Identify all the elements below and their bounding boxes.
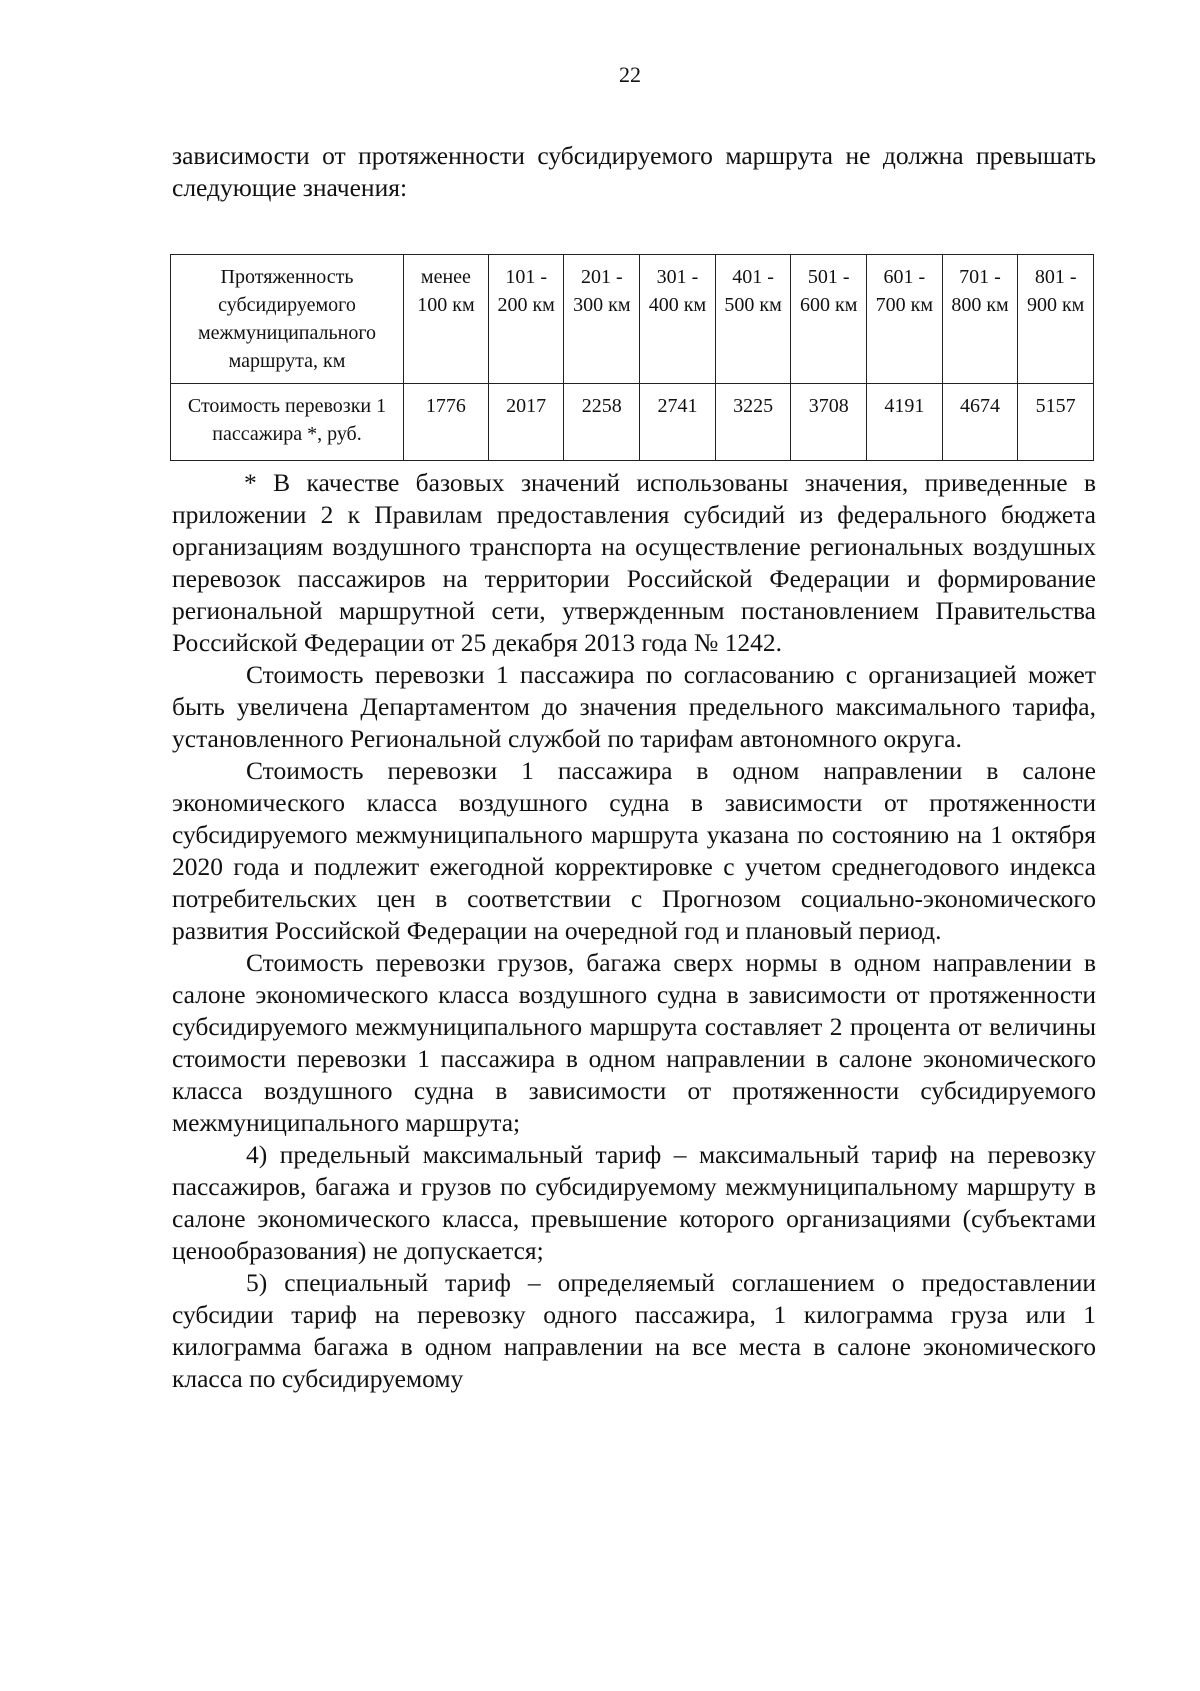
table-cost-cell: 1776 xyxy=(404,384,489,461)
table-cost-cell: 3708 xyxy=(791,384,867,461)
table-header-row xyxy=(171,255,1094,384)
document-body xyxy=(172,140,1096,1395)
page-number: 22 xyxy=(619,62,641,87)
body-paragraph: Стоимость перевозки грузов, багажа сверх нормы в одном направлении в салоне экономического класса воздушного судна в зависимости от протяженности субсидируемого межмуниципального маршрута составляет 2 процента от величины стоимости перевозки 1 пассажира в одном направлении в салоне экономического класса воздушного судна в зависимости от протяженности субсидируемого межмуниципального маршрута; xyxy=(172,948,1096,1137)
table-header-label: Протяженность субсидируемого межмуниципального маршрута, км xyxy=(171,255,404,384)
body-paragraph: 4) предельный максимальный тариф – максимальный тариф на перевозку пассажиров, багажа и грузов по субсидируемому межмуниципальному маршруту в салоне экономического класса, превышение которого организациями (субъектами ценообразования) не допускается; xyxy=(172,1140,1096,1265)
table-range-cell: менее 100 км xyxy=(404,255,489,384)
body-paragraph: Стоимость перевозки 1 пассажира по согласованию с организацией может быть увеличена Департаментом до значения предельного максимального тарифа, установленного Региональной службой по тарифам автономного округа. xyxy=(172,660,1096,753)
table-range-cell: 301 - 400 км xyxy=(640,255,716,384)
table-row xyxy=(171,384,1094,461)
body-paragraph: Стоимость перевозки 1 пассажира в одном направлении в салоне экономического класса воздушного судна в зависимости от протяженности субсидируемого межмуниципального маршрута указана по состоянию на 1 октября 2020 года и подлежит ежегодной корректировке с учетом среднегодового индекса потребительских цен в соответствии с Прогнозом социально-экономического развития Российской Федерации на очередной год и плановый период. xyxy=(172,756,1096,945)
table-cost-cell: 3225 xyxy=(715,384,791,461)
intro-paragraph: зависимости от протяженности субсидируемого маршрута не должна превышать следующие значения: xyxy=(172,141,1096,202)
table-cost-cell: 4191 xyxy=(867,384,943,461)
table-range-cell: 201 - 300 км xyxy=(564,255,640,384)
table-range-cell: 701 - 800 км xyxy=(942,255,1018,384)
table-cost-cell: 4674 xyxy=(942,384,1018,461)
table-range-cell: 101 - 200 км xyxy=(488,255,564,384)
table-range-cell: 801 - 900 км xyxy=(1018,255,1094,384)
tariff-table xyxy=(170,254,1094,461)
table-cost-cell: 2258 xyxy=(564,384,640,461)
body-paragraph: 5) специальный тариф – определяемый соглашением о предоставлении субсидии тариф на перевозку одного пассажира, 1 килограмма груза или 1 килограмма багажа в одном направлении на все места в салоне экономического класса по субсидируемому xyxy=(172,1268,1096,1393)
table-cost-cell: 5157 xyxy=(1018,384,1094,461)
table-range-cell: 501 - 600 км xyxy=(791,255,867,384)
table-cost-cell: 2741 xyxy=(640,384,716,461)
table-range-cell: 401 - 500 км xyxy=(715,255,791,384)
footnote-paragraph: * В качестве базовых значений использованы значения, приведенные в приложении 2 к Правилам предоставления субсидий из федерального бюджета организациям воздушного транспорта на осуществление региональных воздушных перевозок пассажиров на территории Российской Федерации и формирование региональной маршрутной сети, утвержденным постановлением Правительства Российской Федерации от 25 декабря 2013 года № 1242. xyxy=(172,468,1096,657)
table-cost-label: Стоимость перевозки 1 пассажира *, руб. xyxy=(171,384,404,461)
table-range-cell: 601 - 700 км xyxy=(867,255,943,384)
table-cost-cell: 2017 xyxy=(488,384,564,461)
